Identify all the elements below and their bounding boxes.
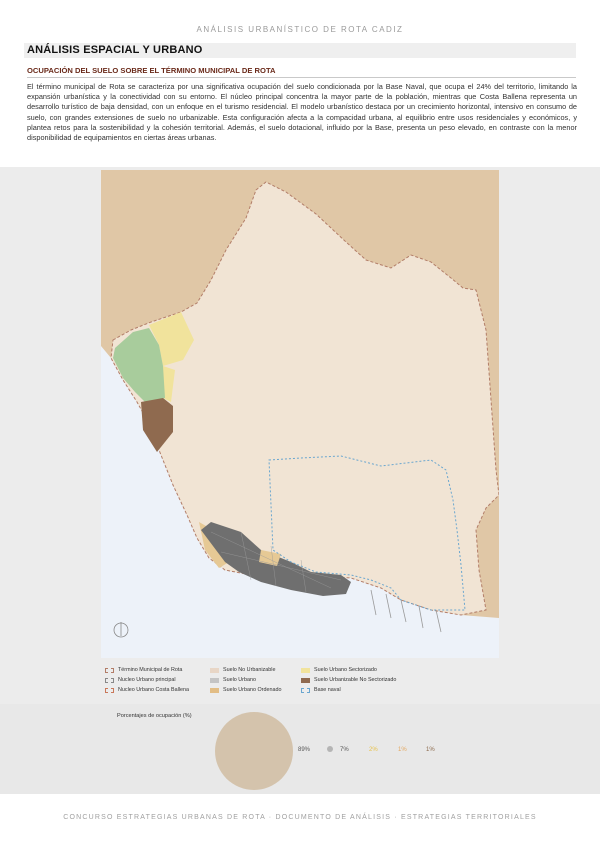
section-title: ANÁLISIS ESPACIAL Y URBANO — [27, 44, 203, 56]
legend-swatch-base-naval — [301, 688, 310, 693]
map-subtitle: OCUPACIÓN DEL SUELO SOBRE EL TÉRMINO MUNICIPAL DE ROTA — [27, 66, 276, 75]
running-header: ANÁLISIS URBANÍSTICO DE ROTA CADIZ — [196, 25, 404, 34]
occupancy-pie — [215, 712, 293, 790]
legend-swatch-termino — [105, 668, 114, 673]
running-footer: CONCURSO ESTRATEGIAS URBANAS DE ROTA · DOCUMENTO DE ANÁLISIS · ESTRATEGIAS TERRITORIALES — [63, 814, 537, 821]
legend-swatch-no-urbanizable — [210, 668, 219, 673]
subtitle-rule — [27, 77, 576, 78]
legend-label-sectorizado: Suelo Urbano Sectorizado — [314, 667, 377, 673]
stat-value-1: 89% — [298, 747, 311, 753]
legend-label-nucleo: Nucleo Urbano principal — [118, 677, 176, 683]
map-svg — [101, 170, 499, 658]
legend-swatch-ordenado — [210, 688, 219, 693]
stat-value-2: 7% — [340, 747, 349, 753]
legend-label-costa: Nucleo Urbano Costa Ballena — [118, 687, 190, 693]
stat-value-4: 1% — [398, 747, 407, 753]
legend-label-termino: Término Municipal de Rota — [118, 667, 183, 673]
legend-swatch-nucleo — [105, 678, 114, 683]
legend — [100, 665, 520, 705]
legend-label-base-naval: Base naval — [314, 687, 341, 693]
land-use-map — [101, 170, 499, 658]
legend-label-urbano: Suelo Urbano — [223, 677, 256, 683]
legend-label-no-urbanizable: Suelo No Urbanizable — [223, 667, 276, 673]
legend-label-no-sectorizado: Suelo Urbanizable No Sectorizado — [314, 677, 397, 683]
legend-swatch-no-sectorizado — [301, 678, 310, 683]
stats-title: Porcentajes de ocupación (%) — [117, 713, 192, 719]
stat-dot — [327, 746, 333, 752]
legend-swatch-urbano — [210, 678, 219, 683]
body-paragraph: El término municipal de Rota se caracteriza por una significativa ocupación del suelo condicionada por la Base Naval, que ocupa el 24% del territorio, limitando la expansión urbanística y la conectividad con su entorno. El núcleo principal concentra la mayor parte de la población, mientras que Costa Ballena representa un desarrollo turístico de baja densidad, con un enfoque en el turismo residencial. El modelo urbanístico destaca por un crecimiento horizontal, intensivo en consumo de suelo, con grandes extensiones de suelo no urbanizable. Esta configuración afecta a la compacidad urbana, al equilibrio entre usos residenciales y económicos, y plantea retos para la sostenibilidad y la cohesión territorial. Además, el suelo dotacional, influido por la Base, presenta un peso elevado, en contraste con la menor disponibilidad de equipamientos en ciertas áreas urbanas. — [27, 82, 577, 143]
legend-swatch-sectorizado — [301, 668, 310, 673]
stat-value-3: 2% — [369, 747, 378, 753]
legend-label-ordenado: Suelo Urbano Ordenado — [223, 687, 282, 693]
stat-value-5: 1% — [426, 747, 435, 753]
legend-swatch-costa — [105, 688, 114, 693]
